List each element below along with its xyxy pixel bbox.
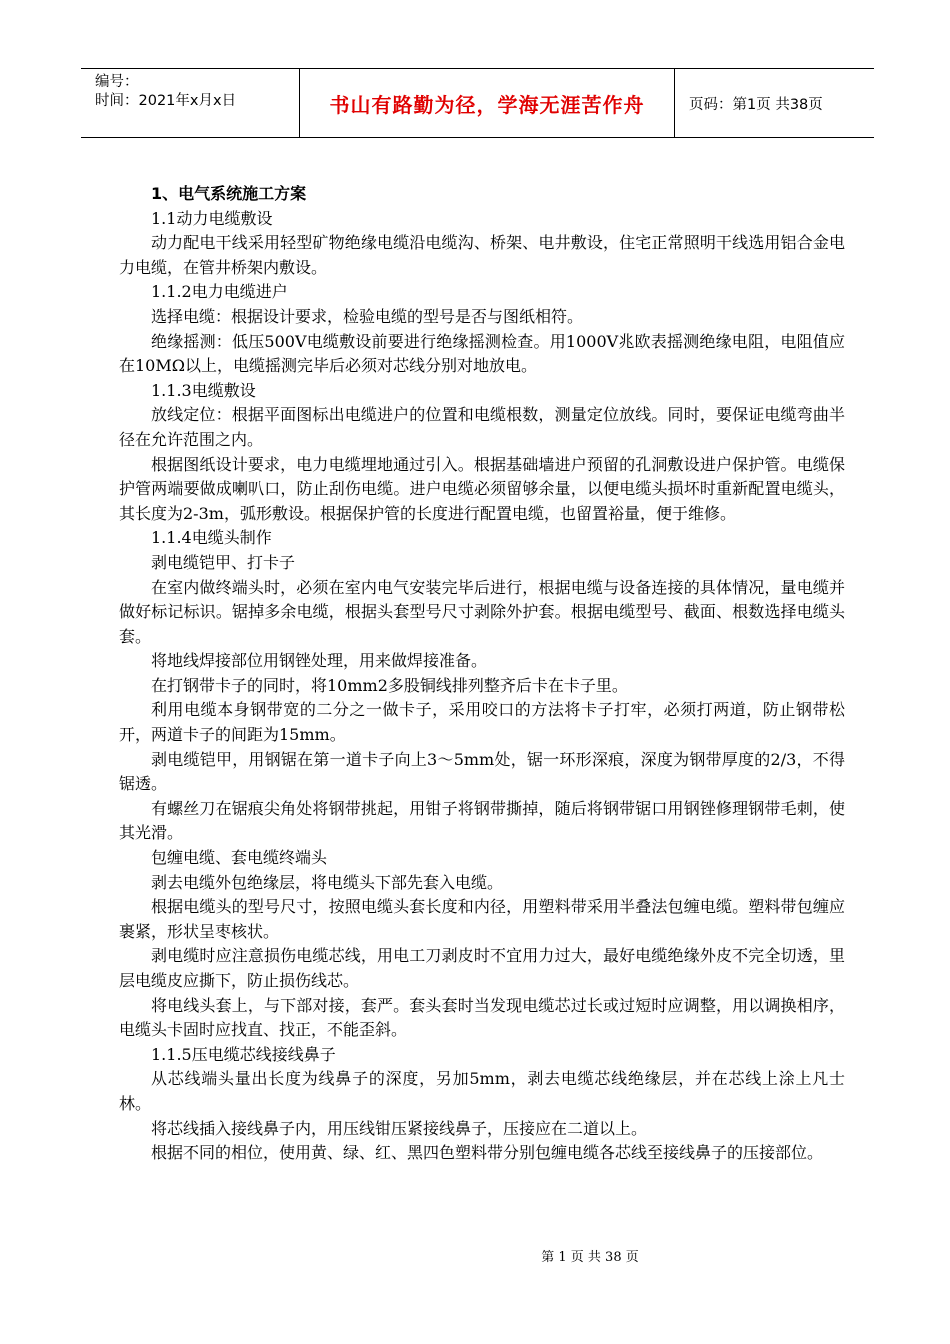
document-time-label: 时间：2021年x月x日 [95, 93, 237, 109]
body-paragraph: 有螺丝刀在锯痕尖角处将钢带挑起，用钳子将钢带撕掉，随后将钢带锯口用钢锉修理钢带毛刺，使其光滑。 [119, 798, 845, 843]
body-paragraph: 剥去电缆外包绝缘层，将电缆头下部先套入电缆。 [151, 872, 504, 892]
page-footer: 第 1 页 共 38 页 [541, 1250, 639, 1265]
body-paragraph: 选择电缆：根据设计要求，检验电缆的型号是否与图纸相符。 [151, 306, 584, 326]
document-body [119, 182, 845, 1166]
body-paragraph: 从芯线端头量出长度为线鼻子的深度，另加5mm，剥去电缆芯线绝缘层，并在芯线上涂上凡士林。 [119, 1069, 845, 1113]
body-paragraph: 根据电缆头的型号尺寸，按照电缆头套长度和内径，用塑料带采用半叠法包缠电缆。塑料带包缠应裹紧，形状呈枣核状。 [119, 897, 845, 941]
body-paragraph: 将地线焊接部位用钢锉处理，用来做焊接准备。 [151, 651, 488, 671]
subsection-heading: 1.1.3电缆敷设 [151, 380, 256, 400]
subsection-heading: 1.1动力电缆敷设 [151, 208, 273, 228]
page-header [81, 68, 874, 138]
document-number-label: 编号： [95, 74, 139, 90]
body-paragraph: 剥电缆铠甲，用钢锯在第一道卡子向上3～5mm处，锯一环形深痕，深度为钢带厚度的2/3，不得锯透。 [119, 749, 845, 794]
body-paragraph: 放线定位：根据平面图标出电缆进户的位置和电缆根数，测量定位放线。同时，要保证电缆弯曲半径在允许范围之内。 [119, 405, 845, 449]
body-paragraph: 在打钢带卡子的同时，将10mm2多股铜线排列整齐后卡在卡子里。 [151, 675, 628, 695]
body-paragraph: 根据不同的相位，使用黄、绿、红、黑四色塑料带分别包缠电缆各芯线至接线鼻子的压接部位。 [151, 1143, 824, 1163]
subsection-heading: 1.1.4电缆头制作 [151, 528, 272, 548]
body-paragraph: 将芯线插入接线鼻子内，用压线钳压紧接线鼻子，压接应在二道以上。 [151, 1118, 648, 1138]
subsection-heading: 1.1.2电力电缆进户 [151, 282, 288, 302]
body-paragraph: 包缠电缆、套电缆终端头 [151, 848, 328, 868]
header-page-info: 页码：第1页 共38页 [689, 96, 823, 113]
body-paragraph: 利用电缆本身钢带宽的二分之一做卡子，采用咬口的方法将卡子打牢，必须打两道，防止钢带松开，两道卡子的间距为15mm。 [119, 700, 845, 745]
body-paragraph: 动力配电干线采用轻型矿物绝缘电缆沿电缆沟、桥架、电井敷设，住宅正常照明干线选用铝合金电力电缆，在管井桥架内敷设。 [119, 233, 845, 277]
body-paragraph: 在室内做终端头时，必须在室内电气安装完毕后进行，根据电缆与设备连接的具体情况，量电缆并做好标记标识。锯掉多余电缆，根据头套型号尺寸剥除外护套。根据电缆型号、截面、根数选择电缆头套。 [119, 577, 845, 646]
body-paragraph: 将电线头套上，与下部对接，套严。套头套时当发现电缆芯过长或过短时应调整，用以调换相序，电缆头卡固时应找直、找正，不能歪斜。 [119, 995, 845, 1040]
body-paragraph: 根据图纸设计要求，电力电缆埋地通过引入。根据基础墙进户预留的孔洞敷设进户保护管。电缆保护管两端要做成喇叭口，防止刮伤电缆。进户电缆必须留够余量，以便电缆头损坏时重新配置电缆头，其长度为2-3m，弧形敷设。根据保护管的长度进行配置电缆，也留置裕量，便于维修。 [119, 454, 845, 523]
header-meta [81, 69, 299, 137]
body-paragraph: 绝缘摇测：低压500V电缆敷设前要进行绝缘摇测检查。用1000V兆欧表摇测绝缘电阻，电阻值应在10MΩ以上，电缆摇测完毕后必须对芯线分别对地放电。 [119, 331, 845, 376]
section-heading: 1、电气系统施工方案 [151, 184, 307, 203]
body-paragraph: 剥电缆铠甲、打卡子 [151, 552, 296, 572]
body-paragraph: 剥电缆时应注意损伤电缆芯线，用电工刀剥皮时不宜用力过大，最好电缆绝缘外皮不完全切透，里层电缆皮应撕下，防止损伤线芯。 [119, 946, 845, 990]
subsection-heading: 1.1.5压电缆芯线接线鼻子 [151, 1044, 336, 1064]
header-motto: 书山有路勤为径，学海无涯苦作舟 [299, 69, 675, 137]
